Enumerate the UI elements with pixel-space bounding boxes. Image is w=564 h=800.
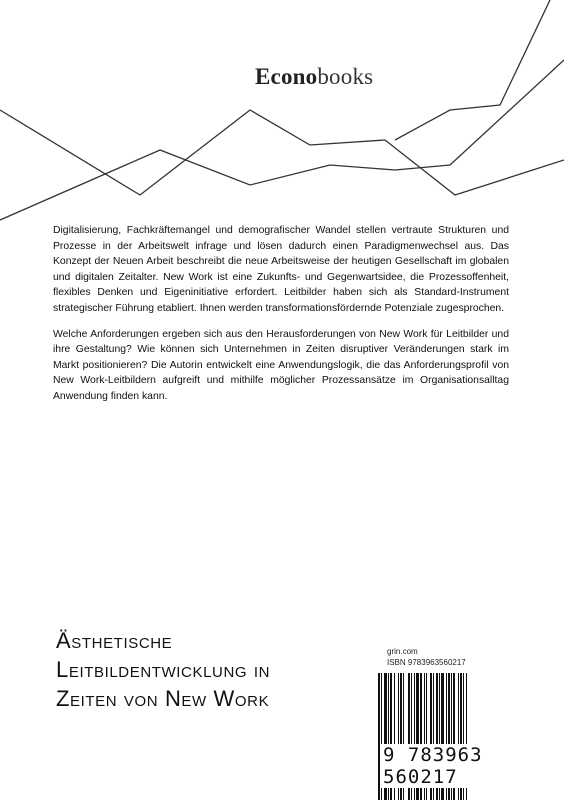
blurb-paragraph-1: Digitalisierung, Fachkräftemangel und demografischer Wandel stellen vertraute Strukturen und Prozesse in der Arbeitswelt infrage und lösen dadurch einen Paradigmenwechsel aus. Das Konzept der Neuen Arbeit beschreibt die neue Arbeitsweise der heutigen Gesellschaft im globalen und digitalen Zeitalter. New Work ist eine Zukunfts- und Gegenwartsidee, die Prozessoffenheit, flexibles Denken und Eigeninitiative erfordert. Leitbilder haben sich als Standard-Instrument strategischer Führung etabliert. Ihnen werden transformationsfördernde Potenziale zugesprochen.: [53, 225, 509, 314]
book-title-line-2: Leitbildentwicklung in: [56, 657, 271, 682]
back-cover-blurb: [53, 223, 509, 415]
book-title-line-3: Zeiten von New Work: [56, 686, 270, 711]
publisher-logo-secondary: books: [317, 64, 374, 89]
blurb-paragraph-2: Welche Anforderungen ergeben sich aus den Herausforderungen von New Work für Leitbilder und ihre Gestaltung? Wie können sich Unternehmen in Zeiten disruptiver Veränderungen stark im Markt positionieren? Die Autorin entwickelt eine Anwendungslogik, die das Anforderungsprofil von New Work-Leitbildern aufgreift und mithilfe möglicher Prozessansätze im Organisationsalltag Anwendung finden kann.: [53, 328, 509, 402]
decorative-zigzag-line-2: [0, 110, 564, 195]
imprint-info: [387, 646, 466, 668]
book-title: [56, 626, 376, 713]
book-title-line-1: Ästhetische: [56, 628, 173, 653]
publisher-website: grin.com: [387, 647, 418, 656]
barcode-digits: 9 783963 560217: [380, 744, 522, 788]
decorative-zigzag-line-3: [395, 0, 550, 140]
isbn-barcode: [372, 673, 522, 800]
isbn-label: ISBN 9783963560217: [387, 658, 466, 667]
publisher-logo-primary: Econo: [255, 64, 318, 89]
publisher-logo: [255, 64, 373, 90]
